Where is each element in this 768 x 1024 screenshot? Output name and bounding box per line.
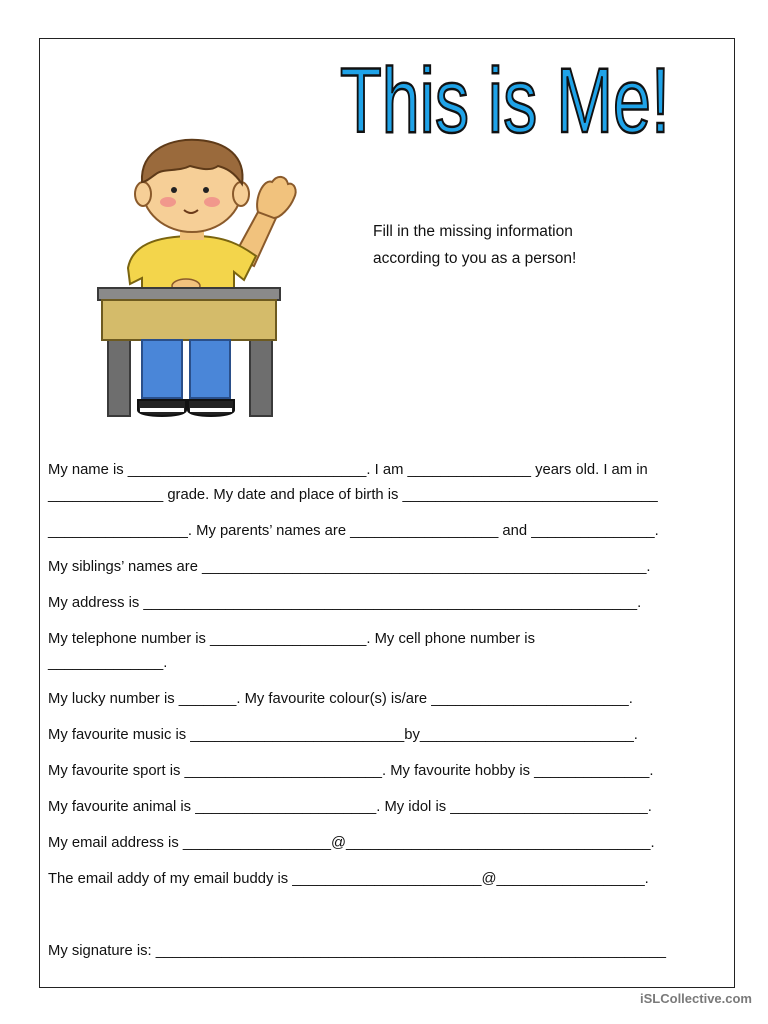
instructions-line: Fill in the missing information [373, 223, 573, 240]
fill-line-email: My email address is __________________@_____________________________________. [48, 835, 655, 851]
title-text: This is Me! [340, 50, 670, 152]
fill-line-animal: My favourite animal is ______________________. My idol is ________________________. [48, 799, 652, 815]
fill-line-email-buddy: The email addy of my email buddy is _______________________@__________________. [48, 871, 649, 887]
fill-line-lucky-number: My lucky number is _______. My favourite colour(s) is/are ________________________. [48, 691, 633, 707]
fill-line-parents: _________________. My parents’ names are __________________ and _______________. [48, 523, 659, 539]
fill-line-siblings: My siblings’ names are ______________________________________________________. [48, 559, 651, 575]
fill-line-signature: My signature is: ______________________________________________________________ [48, 943, 666, 959]
fill-line-cell-phone: ______________. [48, 655, 168, 671]
fill-line-sport: My favourite sport is ________________________. My favourite hobby is ______________. [48, 763, 654, 779]
boy-waving-icon [94, 138, 294, 422]
fill-line-address: My address is ____________________________________________________________. [48, 595, 642, 611]
title-graphic [338, 40, 698, 150]
watermark: iSLCollective.com [640, 991, 752, 1006]
fill-line-name: My name is _____________________________. I am _______________ years old. I am in [48, 462, 648, 478]
fill-line-grade: ______________ grade. My date and place of birth is _______________________________ [48, 487, 658, 503]
fill-line-music: My favourite music is __________________________by__________________________. [48, 727, 638, 743]
fill-line-telephone: My telephone number is ___________________. My cell phone number is [48, 631, 535, 647]
instructions-text [373, 218, 673, 272]
worksheet-title [338, 40, 698, 150]
instructions-line: according to you as a person! [373, 250, 577, 267]
boy-at-desk-illustration [94, 138, 294, 422]
